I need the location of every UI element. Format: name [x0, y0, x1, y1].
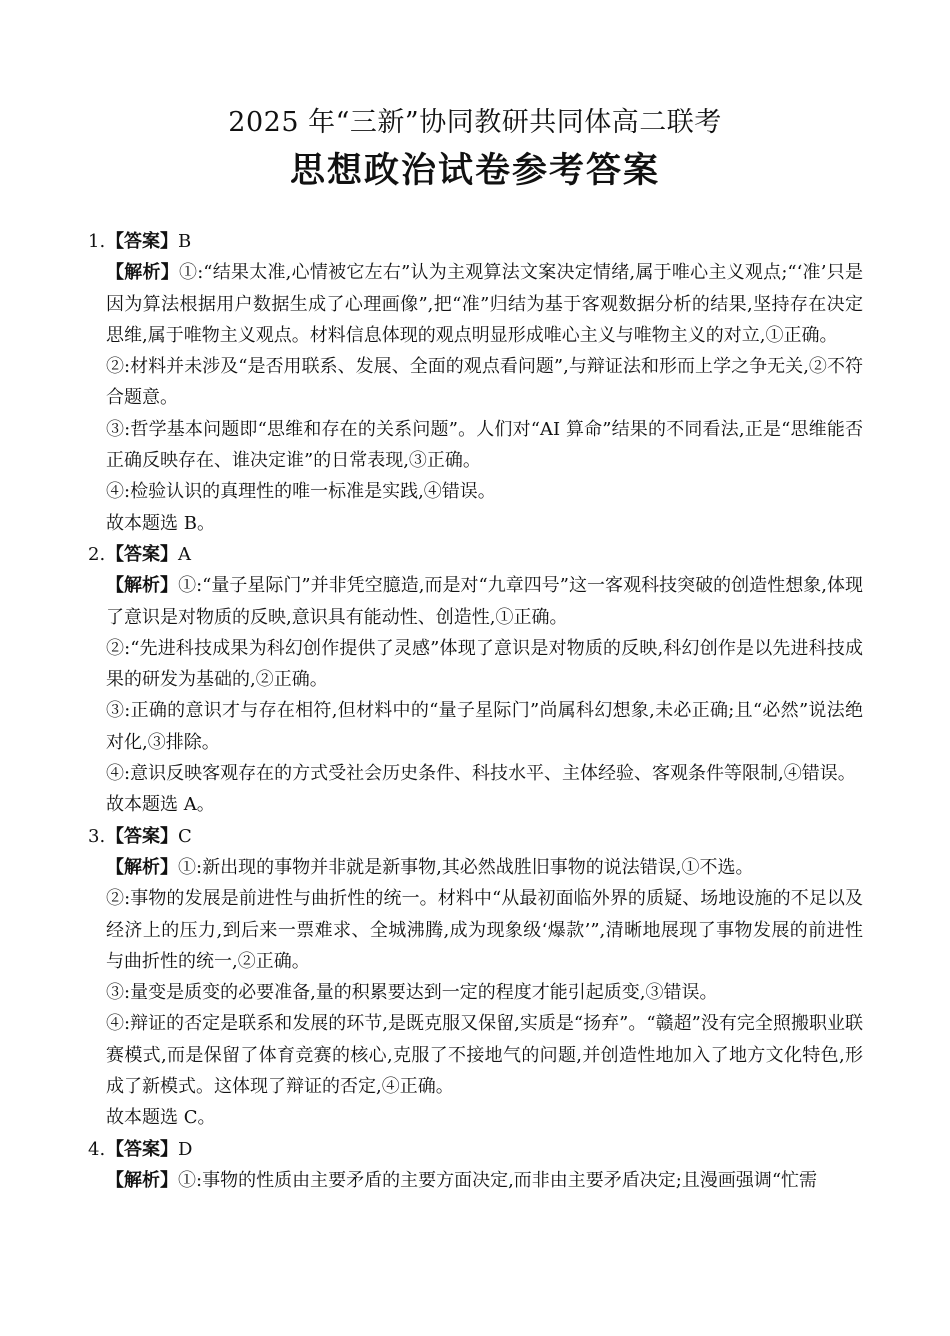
answer-line: [88, 539, 863, 570]
analysis-paragraph: ③:量变是质变的必要准备,量的积累要达到一定的程度才能引起质变,③错误。: [106, 982, 718, 1004]
analysis-paragraph: [106, 257, 863, 351]
answer-label: 【答案】: [106, 825, 178, 847]
conclusion: 故本题选 A。: [106, 794, 215, 816]
analysis-label: 【解析】: [106, 575, 179, 597]
analysis-paragraph: ②:材料并未涉及“是否用联系、发展、全面的观点看问题”,与辩证法和形而上学之争无关,②不符合题意。: [106, 356, 863, 409]
answer-value: A: [178, 543, 191, 565]
analysis-paragraph: ③:正确的意识才与存在相符,但材料中的“量子星际门”尚属科幻想象,未必正确;且“必然”说法绝对化,③排除。: [106, 700, 863, 753]
analysis-label: 【解析】: [106, 1169, 178, 1191]
analysis-paragraph: ②:“先进科技成果为科幻创作提供了灵感”体现了意识是对物质的反映,科幻创作是以先进科技成果的研发为基础的,②正确。: [106, 637, 863, 691]
answer-value: B: [178, 231, 192, 252]
document-subtitle: 思想政治试卷参考答案: [289, 151, 660, 191]
analysis-label: 【解析】: [106, 262, 179, 284]
question-4: [88, 1134, 863, 1197]
answer-value: C: [178, 825, 192, 847]
answer-line: [88, 1134, 863, 1165]
analysis-paragraph: ③:哲学基本问题即“思维和存在的关系问题”。人们对“AI 算命”结果的不同看法,正是“思维能否正确反映存在、谁决定谁”的日常表现,③正确。: [106, 418, 863, 472]
question-number: 3.: [88, 825, 106, 847]
question-2: [88, 539, 863, 821]
question-number: 2.: [88, 543, 106, 565]
conclusion: 故本题选 B。: [106, 512, 215, 534]
answer-value: D: [178, 1138, 193, 1160]
question-number: 1.: [88, 231, 106, 252]
answer-label: 【答案】: [106, 231, 178, 252]
analysis-paragraph: ②:事物的发展是前进性与曲折性的统一。材料中“从最初面临外界的质疑、场地设施的不足以及经济上的压力,到后来一票难求、全城沸腾,成为现象级‘爆款’”,清晰地展现了事物发展的前进性与曲折性的统一,②正确。: [106, 888, 863, 972]
answer-line: [88, 226, 863, 257]
analysis-label: 【解析】: [106, 856, 178, 878]
analysis-paragraph: [106, 570, 863, 633]
conclusion: 故本题选 C。: [106, 1107, 216, 1129]
analysis-paragraph: ④:辩证的否定是联系和发展的环节,是既克服又保留,实质是“扬弃”。“赣超”没有完全照搬职业联赛模式,而是保留了体育竞赛的核心,克服了不接地气的问题,并创造性地加入了地方文化特色,形成了新模式。这体现了辩证的否定,④正确。: [106, 1013, 863, 1098]
analysis-text: ①:事物的性质由主要矛盾的主要方面决定,而非由主要矛盾决定;且漫画强调“忙需: [178, 1169, 818, 1191]
answer-line: [88, 821, 863, 852]
answer-list: [88, 226, 863, 1196]
analysis-text: ①:“结果太准,心情被它左右”认为主观算法文案决定情绪,属于唯心主义观点;“‘准’只是因为算法根据用户数据生成了心理画像”,把“准”归结为基于客观数据分析的结果,坚持存在决定思维,属于唯物主义观点。材料信息体现的观点明显形成唯心主义与唯物主义的对立,①正确。: [106, 262, 863, 346]
answer-label: 【答案】: [106, 1138, 178, 1160]
analysis-paragraph: [106, 852, 863, 883]
question-3: [88, 821, 863, 1134]
analysis-paragraph: ④:检验认识的真理性的唯一标准是实践,④错误。: [106, 481, 496, 503]
analysis-paragraph: ④:意识反映客观存在的方式受社会历史条件、科技水平、主体经验、客观条件等限制,④错误。: [106, 763, 856, 785]
analysis-text: ①:新出现的事物并非就是新事物,其必然战胜旧事物的说法错误,①不选。: [178, 856, 754, 878]
answer-label: 【答案】: [106, 543, 178, 565]
analysis-text: ①:“量子星际门”并非凭空臆造,而是对“九章四号”这一客观科技突破的创造性想象,体现了意识是对物质的反映,意识具有能动性、创造性,①正确。: [106, 575, 863, 628]
question-1: [88, 226, 863, 539]
document-title: 2025 年“三新”协同教研共同体高二联考: [228, 107, 722, 138]
analysis-paragraph: [106, 1165, 863, 1196]
question-number: 4.: [88, 1138, 106, 1160]
